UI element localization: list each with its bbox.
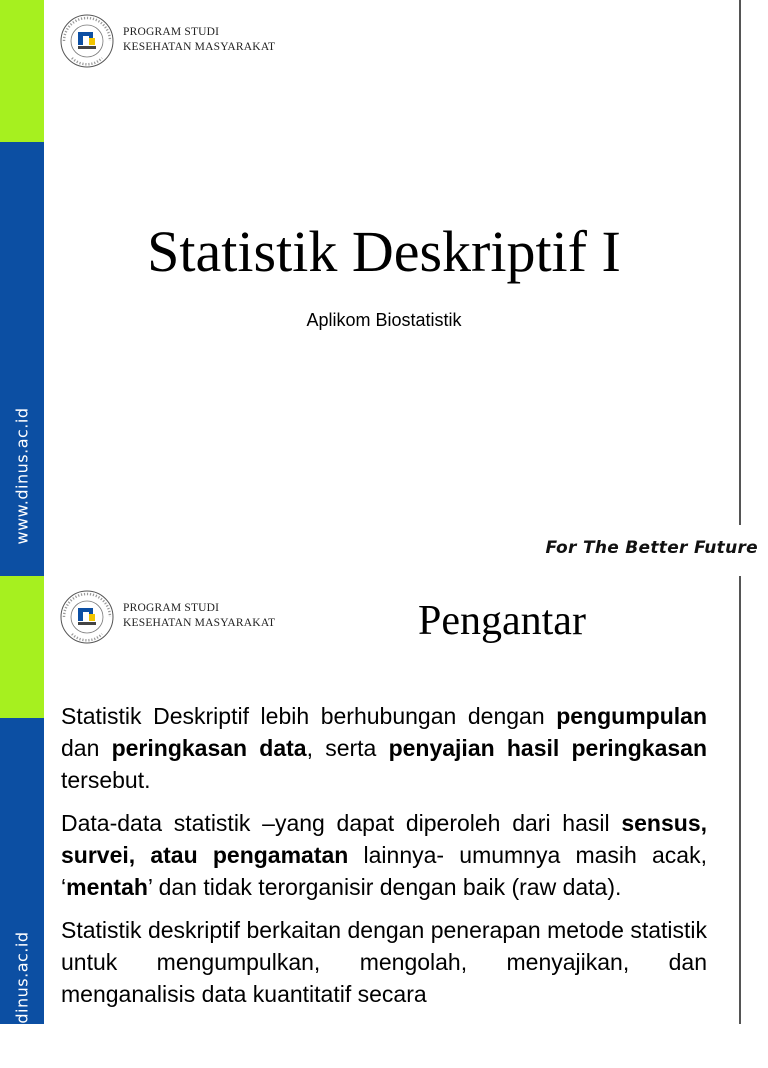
program-label [123, 25, 275, 55]
body-paragraph [61, 700, 707, 796]
program-line-2: KESEHATAN MASYARAKAT [123, 41, 276, 53]
body-text [61, 700, 707, 1021]
bold-text: peringkasan data [111, 735, 307, 761]
body-paragraph [61, 914, 707, 1010]
program-label [123, 601, 275, 631]
program-line-1: PROGRAM STUDI [123, 602, 220, 614]
text-run: tersebut. [61, 767, 151, 793]
university-seal-icon [58, 588, 116, 646]
slide-title: Statistik Deskriptif I [147, 219, 621, 284]
text-run: ’ dan tidak terorganisir dengan baik (raw data). [147, 874, 622, 900]
slide-subtitle: Aplikom Biostatistik [306, 310, 462, 330]
text-run: Statistik Deskriptif lebih berhubungan dengan [61, 703, 557, 729]
university-seal-icon [58, 12, 116, 70]
accent-bar-green [0, 576, 44, 718]
site-url-vertical: www.dinus.ac.id [12, 931, 32, 1068]
bold-text: penyajian hasil peringkasan [388, 735, 707, 761]
accent-bar-green [0, 0, 44, 142]
site-url-vertical: www.dinus.ac.id [12, 407, 32, 545]
body-paragraph [61, 807, 707, 903]
content-slide [0, 576, 768, 1024]
bold-text: pengumpulan [556, 703, 707, 729]
bold-text: sensus, survei, atau pengamatan [61, 810, 707, 868]
text-run: Data-data statistik –yang dapat diperoleh dari hasil [61, 810, 622, 836]
text-run: , serta [306, 735, 389, 761]
vertical-rule [739, 576, 741, 1024]
text-run: Statistik deskriptif berkaitan dengan penerapan metode statistik untuk mengumpulkan, mengolah, menyajikan, dan menganalisis data kuantitatif secara [61, 917, 707, 1007]
bold-text: mentah [66, 874, 148, 900]
text-run: dan [61, 735, 112, 761]
text-run: lainnya- umumnya masih acak, ‘ [61, 842, 707, 900]
tagline: For The Better Future [545, 538, 758, 558]
program-line-1: PROGRAM STUDI [123, 26, 220, 38]
program-line-2: KESEHATAN MASYARAKAT [123, 617, 276, 629]
slide-heading: Pengantar [418, 598, 586, 644]
